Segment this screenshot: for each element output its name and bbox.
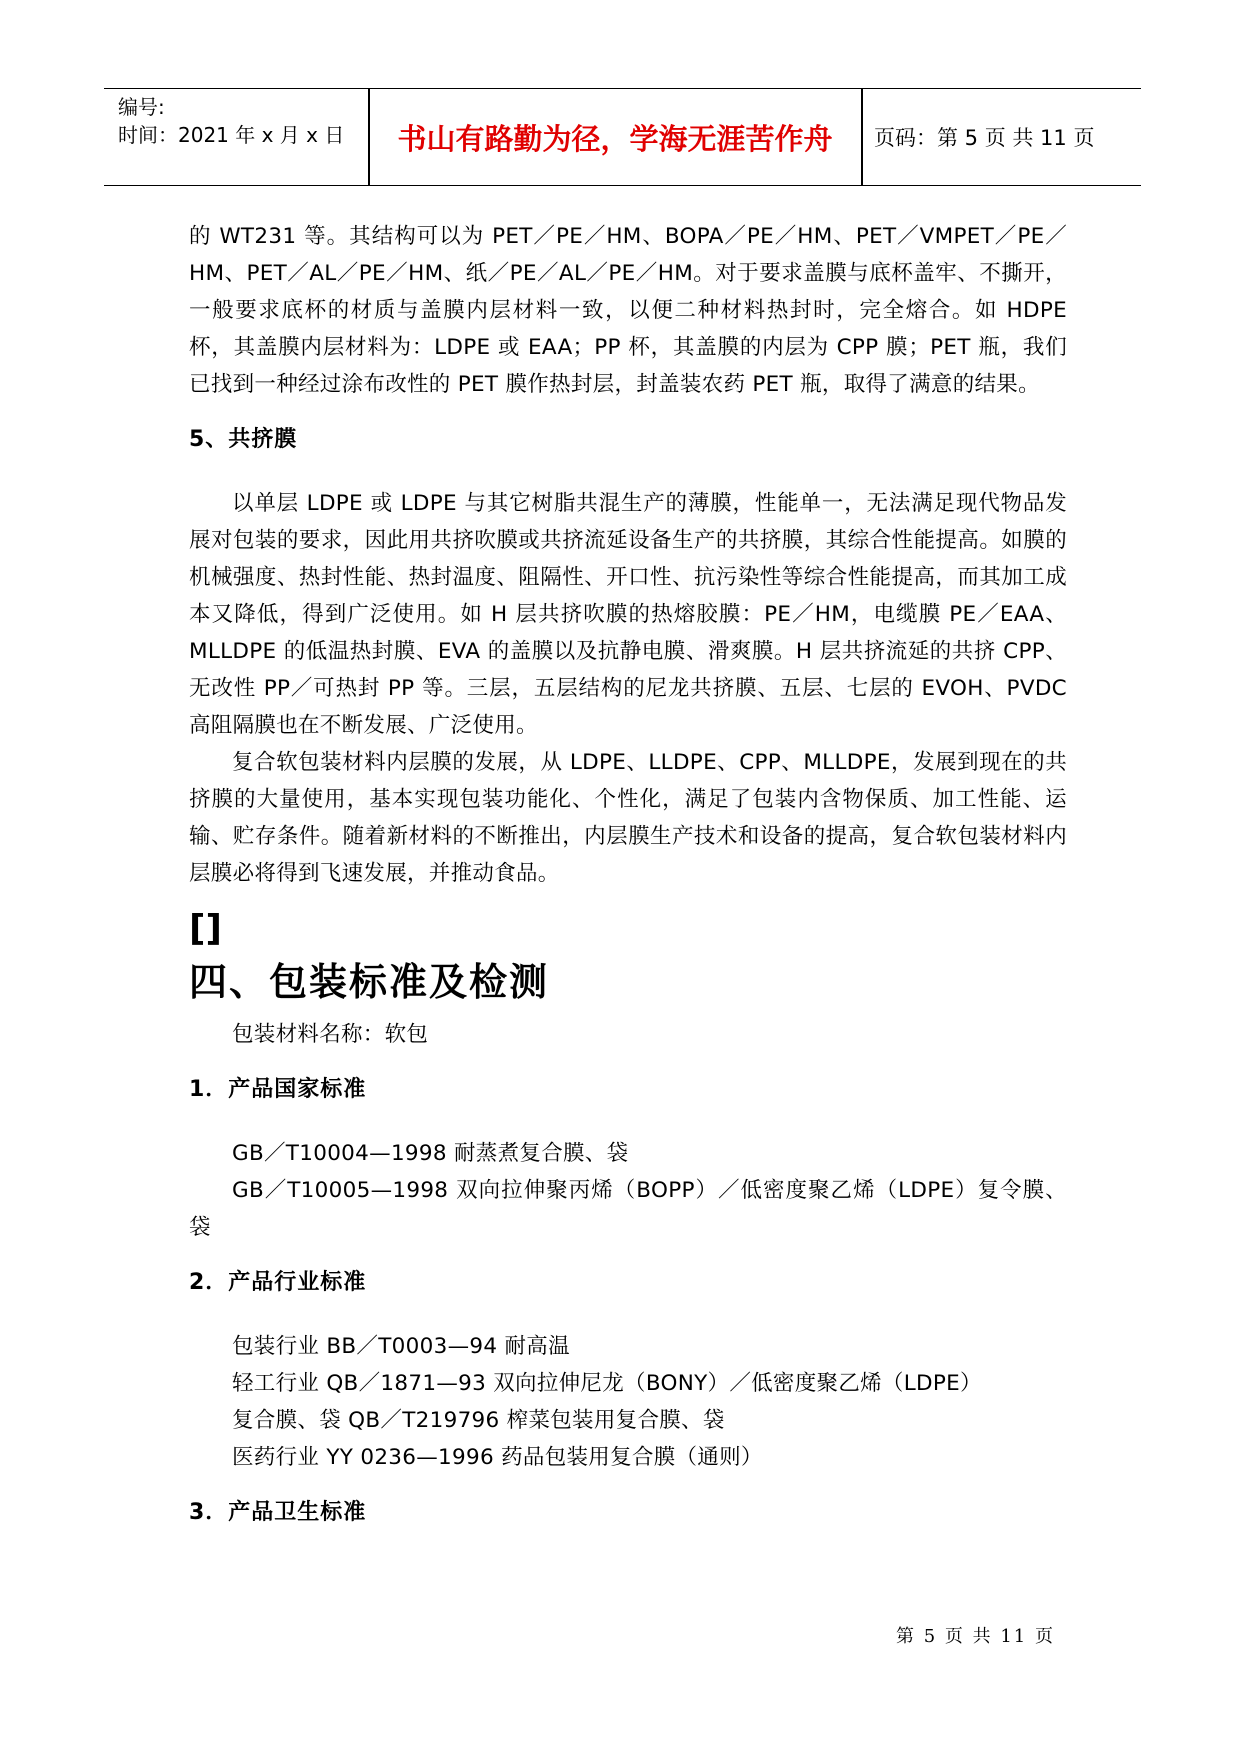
- standard-item: GB／T10005—1998 双向拉伸聚丙烯（BOPP）／低密度聚乙烯（LDPE）复令膜、袋: [189, 1178, 1067, 1240]
- page-footer: 第 5 页 共 11 页: [896, 1626, 1055, 1647]
- section-heading: 2．产品行业标准: [189, 1270, 367, 1295]
- standard-item: 复合膜、袋 QB／T219796 榨菜包装用复合膜、袋: [232, 1408, 725, 1433]
- standard-item: 医药行业 YY 0236—1996 药品包装用复合膜（通则）: [232, 1445, 763, 1470]
- header-divider: [861, 89, 863, 185]
- document-body: [189, 218, 1067, 1558]
- time-label: 时间：2021 年 x 月 x 日: [118, 123, 345, 147]
- page-header: [104, 88, 1141, 186]
- paragraph: 的 WT231 等。其结构可以为 PET／PE／HM、BOPA／PE／HM、PET／VMPET／PE／HM、PET／AL／PE／HM、纸／PE／AL／PE／HM。对于要求盖膜与底杯盖牢、不撕开，一般要求底杯的材质与盖膜内层材料一致，以便二种材料热封时，完全熔合。如 HDPE 杯，其盖膜内层材料为：LDPE 或 EAA；PP 杯，其盖膜的内层为 CPP 膜；PET 瓶，我们已找到一种经过涂布改性的 PET 膜作热封层，封盖装农药 PET 瓶，取得了满意的结果。: [189, 224, 1067, 397]
- header-motto: 书山有路勤为径，学海无涯苦作舟: [397, 121, 833, 156]
- standard-item: 包装行业 BB／T0003—94 耐高温: [232, 1334, 570, 1359]
- section-heading: 1．产品国家标准: [189, 1077, 367, 1102]
- material-name: 包装材料名称：软包: [232, 1022, 429, 1047]
- section-title: 四、包装标准及检测: [189, 960, 550, 1004]
- standard-item: GB／T10004—1998 耐蒸煮复合膜、袋: [232, 1141, 629, 1166]
- standard-item: 轻工行业 QB／1871—93 双向拉伸尼龙（BONY）／低密度聚乙烯（LDPE）: [232, 1371, 982, 1396]
- header-page-label: 页码：第 5 页 共 11 页: [874, 126, 1095, 150]
- section-heading: 5、共挤膜: [189, 427, 298, 452]
- number-label: 编号:: [118, 95, 165, 119]
- header-meta: [118, 93, 358, 149]
- bracket-marker: []: [189, 908, 222, 949]
- paragraph: 以单层 LDPE 或 LDPE 与其它树脂共混生产的薄膜，性能单一，无法满足现代物品发展对包装的要求，因此用共挤吹膜或共挤流延设备生产的共挤膜，其综合性能提高。如膜的机械强度、热封性能、热封温度、阻隔性、开口性、抗污染性等综合性能提高，而其加工成本又降低，得到广泛使用。如 H 层共挤吹膜的热熔胶膜：PE／HM，电缆膜 PE／EAA、MLLDPE 的低温热封膜、EVA 的盖膜以及抗静电膜、滑爽膜。H 层共挤流延的共挤 CPP、无改性 PP／可热封 PP 等。三层，五层结构的尼龙共挤膜、五层、七层的 EVOH、PVDC 高阻隔膜也在不断发展、广泛使用。: [189, 491, 1067, 738]
- section-heading: 3．产品卫生标准: [189, 1500, 367, 1525]
- paragraph: 复合软包装材料内层膜的发展，从 LDPE、LLDPE、CPP、MLLDPE，发展到现在的共挤膜的大量使用，基本实现包装功能化、个性化，满足了包装内含物保质、加工性能、运输、贮存条件。随着新材料的不断推出，内层膜生产技术和设备的提高，复合软包装材料内层膜必将得到飞速发展，并推动食品。: [189, 750, 1067, 886]
